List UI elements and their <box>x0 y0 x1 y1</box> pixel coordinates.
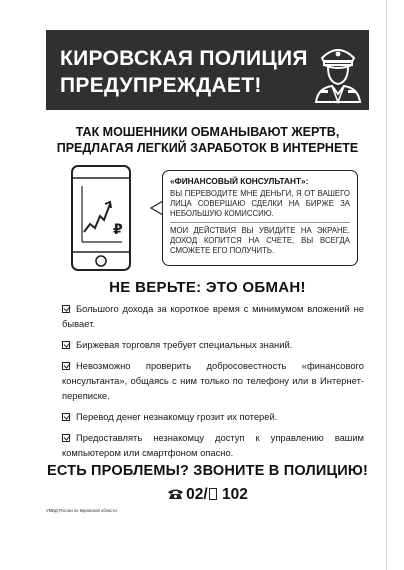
list-item <box>62 358 364 403</box>
bubble-paragraph-2: МОИ ДЕЙСТВИЯ ВЫ УВИДИТЕ НА ЭКРАНЕ. ДОХОД КОПИТСЯ НА СЧЕТЕ, ВЫ ВСЕГДА СМОЖЕТЕ ЕГО ПОЛУЧИТЬ. <box>170 226 350 255</box>
subtitle-line1: ТАК МОШЕННИКИ ОБМАНЫВАЮТ ЖЕРТВ, <box>75 125 340 139</box>
issuer-footnote: УМВД России по Кировской области <box>46 508 117 513</box>
checked-box-icon <box>62 413 70 421</box>
fact-text: Биржевая торговля требует специальных знаний. <box>76 339 293 350</box>
list-item <box>62 409 364 424</box>
list-item <box>62 337 364 352</box>
main-warning: НЕ ВЕРЬТЕ: ЭТО ОБМАН! <box>109 279 306 296</box>
facts-list <box>62 301 364 466</box>
list-item <box>62 301 364 331</box>
banner-title-line2: ПРЕДУПРЕЖДАЕТ! <box>60 74 262 97</box>
consultant-speech-bubble <box>162 170 358 266</box>
emergency-numbers <box>46 485 369 505</box>
fact-text: Большого дохода за короткое время с минимумом вложений не бывает. <box>62 303 364 329</box>
checked-box-icon <box>62 305 70 313</box>
fact-text: Предоставлять незнакомцу доступ к управлению вашим компьютером или смартфоном опасно. <box>62 432 364 458</box>
bubble-paragraph-1: ВЫ ПЕРЕВОДИТЕ МНЕ ДЕНЬГИ, Я ОТ ВАШЕГО ЛИЦА СОВЕРШАЮ СДЕЛКИ НА БИРЖЕ ЗА НЕБОЛЬШУЮ КОМИССИЮ. <box>170 189 350 218</box>
header-banner <box>46 30 369 110</box>
checked-box-icon <box>62 434 70 442</box>
ruble-sign: ₽ <box>113 222 123 238</box>
phone-number-102: 102 <box>222 486 248 503</box>
subtitle-line2: ПРЕДЛАГАЯ ЛЕГКИЙ ЗАРАБОТОК В ИНТЕРНЕТЕ <box>56 141 359 155</box>
bubble-title: «ФИНАНСОВЫЙ КОНСУЛЬТАНТ»: <box>170 176 309 186</box>
list-item <box>62 430 364 460</box>
bubble-divider <box>170 222 350 223</box>
sheet-edge <box>386 0 387 570</box>
phone-number-02: 02/ <box>186 486 208 503</box>
fact-text: Перевод денег незнакомцу грозит их потерей. <box>76 411 278 422</box>
banner-title-line1: КИРОВСКАЯ ПОЛИЦИЯ <box>60 47 308 70</box>
smartphone-chart-icon <box>70 164 132 274</box>
missing-glyph-box <box>209 488 217 500</box>
police-officer-icon <box>314 40 362 104</box>
telephone-icon <box>167 488 184 500</box>
checked-box-icon <box>62 362 70 370</box>
checked-box-icon <box>62 341 70 349</box>
fact-text: Невозможно проверить добросовестность «финансового консультанта», общаясь с ним только по телефону или в Интернет-переписке. <box>62 360 364 401</box>
call-to-action: ЕСТЬ ПРОБЛЕМЫ? ЗВОНИТЕ В ПОЛИЦИЮ! <box>46 463 369 479</box>
